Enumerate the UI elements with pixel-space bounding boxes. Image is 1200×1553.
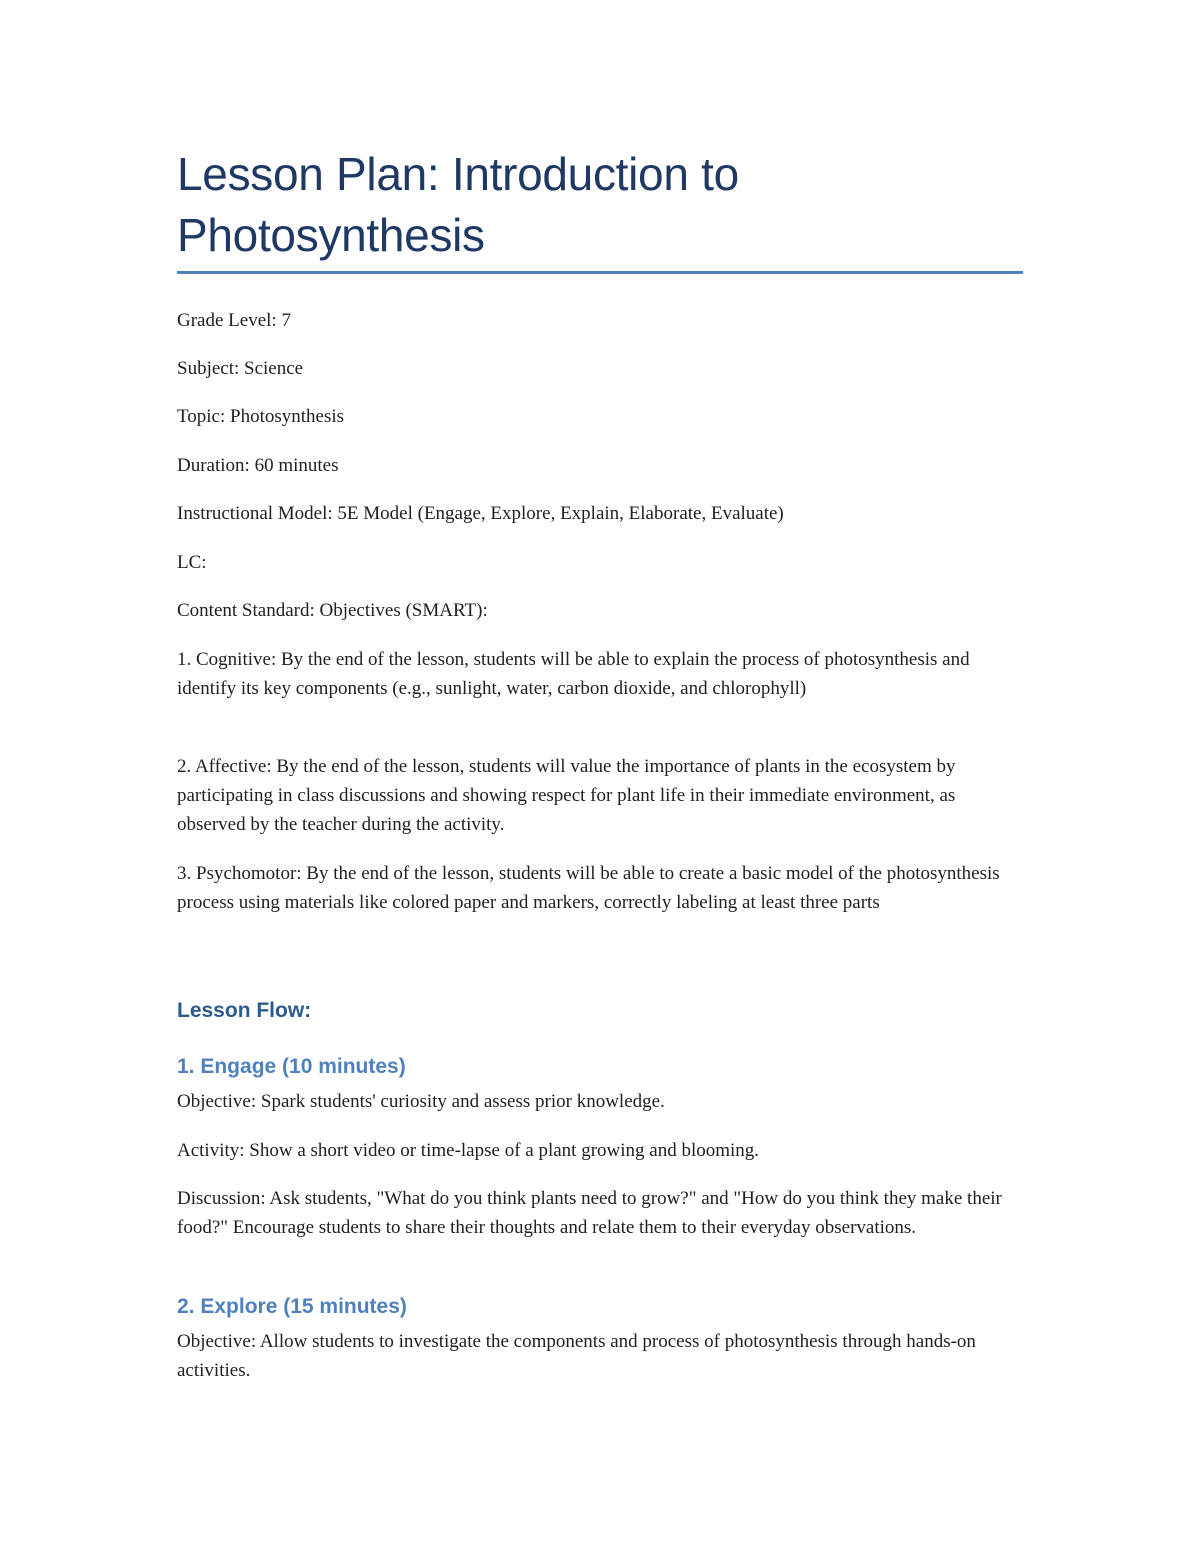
- objective-affective: 2. Affective: By the end of the lesson, students will value the importance of plants in the ecosystem by participating in class discussions and showing respect for plant life in their immediate environment, as observed by the teacher during the activity.: [177, 756, 956, 835]
- explore-heading: 2. Explore (15 minutes): [177, 1295, 407, 1318]
- lesson-flow-heading: Lesson Flow:: [177, 999, 312, 1022]
- engage-heading: 1. Engage (10 minutes): [177, 1055, 406, 1078]
- title-underline: [177, 271, 1023, 274]
- engage-activity: Activity: Show a short video or time-lapse of a plant growing and blooming.: [177, 1140, 760, 1161]
- document-title: Lesson Plan: Introduction to Photosynthesis: [177, 148, 739, 261]
- grade-level: Grade Level: 7: [177, 310, 291, 331]
- engage-discussion: Discussion: Ask students, "What do you think plants need to grow?" and "How do you think they make their food?" Encourage students to share their thoughts and relate them to their everyday observations.: [177, 1188, 1002, 1238]
- content-standard: Content Standard: Objectives (SMART):: [177, 600, 488, 621]
- topic: Topic: Photosynthesis: [177, 406, 345, 427]
- instructional-model: Instructional Model: 5E Model (Engage, Explore, Explain, Elaborate, Evaluate): [177, 503, 784, 524]
- subject: Subject: Science: [177, 358, 304, 379]
- lc-label: LC:: [177, 552, 207, 573]
- duration: Duration: 60 minutes: [177, 455, 339, 476]
- objective-psychomotor: 3. Psychomotor: By the end of the lesson, students will be able to create a basic model of the photosynthesis process using materials like colored paper and markers, correctly labeling at least three parts: [177, 863, 1000, 913]
- engage-objective: Objective: Spark students' curiosity and assess prior knowledge.: [177, 1091, 665, 1112]
- explore-objective: Objective: Allow students to investigate the components and process of photosynthesis through hands-on activities.: [177, 1331, 976, 1381]
- objective-cognitive: 1. Cognitive: By the end of the lesson, students will be able to explain the process of photosynthesis and identify its key components (e.g., sunlight, water, carbon dioxide, and chlorophyll): [177, 649, 970, 699]
